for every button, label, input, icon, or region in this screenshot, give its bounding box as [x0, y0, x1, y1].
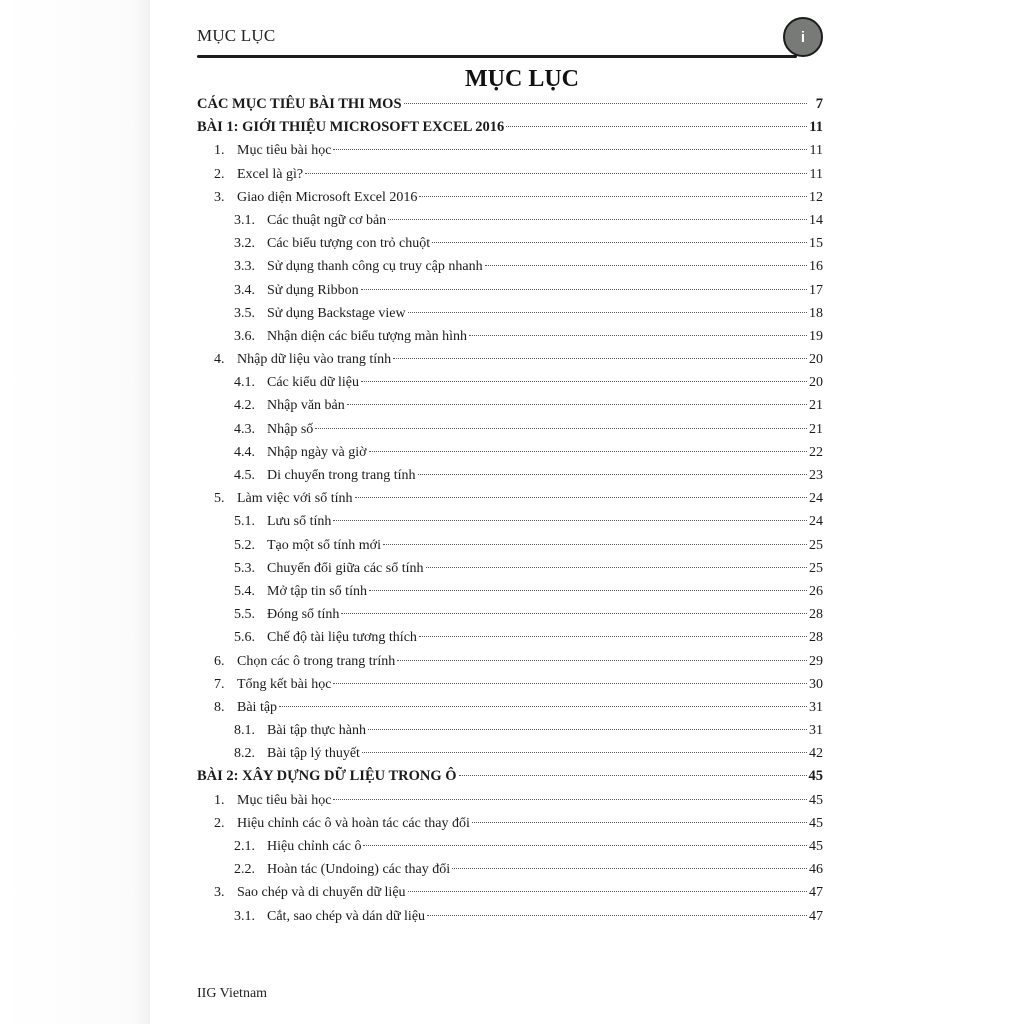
toc-entry-label: Nhập số — [267, 421, 314, 437]
toc-entry[interactable] — [197, 603, 823, 626]
toc-entry-number: 3.5. — [234, 305, 255, 321]
dot-leader — [305, 172, 807, 174]
toc-entry-page-number: 29 — [809, 653, 823, 669]
toc-entry[interactable] — [197, 626, 823, 649]
toc-entry-number: 3.6. — [234, 328, 255, 344]
toc-entry-number: 4. — [214, 352, 225, 368]
toc-entry[interactable] — [197, 232, 823, 255]
toc-entry-number: 5.1. — [234, 514, 255, 530]
toc-entry-number: 3.3. — [234, 259, 255, 275]
header-rule-divider — [197, 55, 797, 58]
toc-entry-number: 4.3. — [234, 421, 255, 437]
dot-leader — [355, 496, 808, 498]
toc-entry-number: 5.2. — [234, 537, 255, 553]
dot-leader — [333, 798, 807, 800]
toc-entry-number: 2. — [214, 815, 225, 831]
toc-entry-label: Chọn các ô trong trang trính — [237, 653, 396, 669]
toc-entry[interactable] — [197, 673, 823, 696]
toc-entry[interactable] — [197, 719, 823, 742]
toc-entry-number: 4.2. — [234, 398, 255, 414]
dot-leader — [363, 844, 807, 846]
toc-entry[interactable] — [197, 765, 823, 788]
toc-entry-label: Bài tập thực hành — [267, 723, 366, 739]
toc-entry-page-number: 12 — [809, 189, 823, 205]
dot-leader — [341, 612, 807, 614]
toc-entry[interactable] — [197, 302, 823, 325]
toc-title: MỤC LỤC — [465, 66, 579, 92]
toc-entry-page-number: 45 — [809, 792, 823, 808]
dot-leader — [404, 102, 807, 104]
toc-entry-page-number: 21 — [809, 398, 823, 414]
toc-entry-page-number: 45 — [809, 839, 823, 854]
toc-entry[interactable] — [197, 394, 823, 417]
toc-entry[interactable] — [197, 163, 823, 186]
toc-entry-page-number: 22 — [809, 444, 823, 460]
toc-entry-label: Bài tập lý thuyết — [267, 746, 360, 762]
toc-entry-number: 5.3. — [234, 560, 255, 576]
toc-entry[interactable] — [197, 905, 823, 928]
dot-leader — [333, 682, 807, 684]
toc-entry-number: 1. — [214, 143, 225, 159]
toc-entry-page-number: 28 — [809, 630, 823, 646]
toc-entry-number: 3. — [214, 885, 225, 901]
toc-entry-page-number: 28 — [809, 607, 823, 623]
toc-entry[interactable] — [197, 510, 823, 533]
toc-entry-page-number: 23 — [809, 468, 823, 483]
toc-entry-page-number: 11 — [809, 143, 823, 159]
dot-leader — [315, 427, 807, 429]
toc-entry-label: Đóng sổ tính — [267, 607, 340, 623]
toc-entry-label: Hoàn tác (Undoing) các thay đổi — [267, 862, 451, 878]
toc-entry[interactable] — [197, 858, 823, 881]
dot-leader — [472, 821, 807, 823]
toc-entry-number: 5.4. — [234, 583, 255, 599]
toc-entry[interactable] — [197, 255, 823, 278]
toc-entry-page-number: 14 — [809, 212, 823, 228]
dot-leader — [393, 357, 807, 359]
dot-leader — [408, 311, 807, 313]
running-header-title: MỤC LỤC — [197, 26, 276, 45]
toc-entry-number: 3.4. — [234, 282, 255, 298]
toc-entry[interactable] — [197, 696, 823, 719]
toc-entry-page-number: 31 — [809, 699, 823, 715]
toc-entry[interactable] — [197, 348, 823, 371]
toc-entry-page-number: 24 — [809, 514, 823, 530]
table-of-contents — [197, 93, 823, 928]
dot-leader — [369, 450, 807, 452]
dot-leader — [419, 195, 807, 197]
toc-entry-label: Sử dụng thanh công cụ truy cập nhanh — [267, 259, 483, 275]
toc-entry-page-number: 45 — [809, 815, 823, 831]
toc-entry[interactable] — [197, 418, 823, 441]
dot-leader — [485, 264, 807, 266]
toc-entry-number: 2. — [214, 166, 225, 182]
toc-entry-number: 8. — [214, 699, 225, 715]
toc-entry-label: Tổng kết bài học — [237, 676, 332, 692]
toc-entry-page-number: 24 — [809, 491, 823, 507]
dot-leader — [426, 566, 807, 568]
dot-leader — [361, 380, 807, 382]
toc-entry-page-number: 15 — [809, 236, 823, 252]
dot-leader — [347, 403, 807, 405]
dot-leader — [333, 519, 807, 521]
toc-entry-page-number: 16 — [809, 259, 823, 275]
toc-entry-page-number: 7 — [815, 96, 823, 112]
toc-entry-page-number: 21 — [809, 421, 823, 437]
dot-leader — [388, 218, 807, 220]
toc-entry-label: Sử dụng Backstage view — [267, 305, 406, 321]
toc-entry-label: Giao diện Microsoft Excel 2016 — [237, 189, 418, 205]
toc-entry-number: 3. — [214, 189, 225, 205]
toc-entry-label: Chuyển đổi giữa các sổ tính — [267, 560, 424, 576]
toc-entry[interactable] — [197, 742, 823, 765]
toc-entry-number: 1. — [214, 792, 225, 808]
dot-leader — [432, 241, 807, 243]
toc-entry-page-number: 19 — [809, 328, 823, 344]
toc-entry-label: BÀI 1: GIỚI THIỆU MICROSOFT EXCEL 2016 — [197, 119, 505, 136]
dot-leader — [506, 125, 807, 127]
toc-entry-number: 7. — [214, 676, 225, 692]
toc-entry[interactable] — [197, 209, 823, 232]
dot-leader — [362, 751, 807, 753]
toc-entry[interactable] — [197, 279, 823, 302]
dot-leader — [333, 148, 807, 150]
toc-entry-label: Làm việc với sổ tính — [237, 491, 353, 507]
toc-entry-number: 4.4. — [234, 444, 255, 460]
toc-entry[interactable] — [197, 487, 823, 510]
toc-entry-page-number: 11 — [809, 119, 823, 136]
toc-entry-label: Sử dụng Ribbon — [267, 282, 359, 298]
toc-entry-label: Các thuật ngữ cơ bản — [267, 212, 387, 228]
page-number-badge: i — [783, 17, 823, 57]
toc-entry-page-number: 20 — [809, 375, 823, 391]
toc-entry-number: 4.5. — [234, 468, 255, 483]
toc-entry[interactable] — [197, 534, 823, 557]
toc-entry-number: 8.2. — [234, 746, 255, 762]
toc-entry-label: Nhập văn bản — [267, 398, 345, 414]
toc-entry[interactable] — [197, 139, 823, 162]
toc-entry[interactable] — [197, 441, 823, 464]
toc-entry[interactable] — [197, 881, 823, 904]
toc-entry[interactable] — [197, 325, 823, 348]
dot-leader — [397, 659, 807, 661]
toc-entry-number: 2.1. — [234, 839, 255, 854]
toc-entry-number: 8.1. — [234, 723, 255, 739]
dot-leader — [418, 473, 807, 475]
footer-publisher: IIG Vietnam — [197, 986, 268, 1001]
toc-entry[interactable] — [197, 93, 823, 116]
toc-entry-number: 5.6. — [234, 630, 255, 646]
toc-entry[interactable] — [197, 371, 823, 394]
toc-entry-page-number: 18 — [809, 305, 823, 321]
toc-entry-number: 3.1. — [234, 908, 255, 924]
dot-leader — [459, 774, 807, 776]
toc-entry-number: 6. — [214, 653, 225, 669]
toc-entry[interactable] — [197, 557, 823, 580]
toc-entry-label: Lưu sổ tính — [267, 514, 332, 530]
toc-entry-label: Bài tập — [237, 699, 278, 715]
toc-entry-page-number: 25 — [809, 537, 823, 553]
toc-entry[interactable] — [197, 116, 823, 139]
dot-leader — [361, 288, 807, 290]
dot-leader — [369, 589, 807, 591]
toc-entry[interactable] — [197, 464, 823, 487]
toc-entry-page-number: 20 — [809, 352, 823, 368]
toc-entry-label: Nhận diện các biểu tượng màn hình — [267, 328, 468, 344]
toc-entry-number: 3.1. — [234, 212, 255, 228]
toc-entry-page-number: 42 — [809, 746, 823, 762]
dot-leader — [427, 914, 807, 916]
dot-leader — [408, 890, 807, 892]
toc-entry-page-number: 47 — [809, 908, 823, 924]
toc-entry-label: BÀI 2: XÂY DỰNG DỮ LIỆU TRONG Ô — [197, 768, 457, 785]
dot-leader — [279, 705, 807, 707]
toc-entry-number: 3.2. — [234, 236, 255, 252]
toc-entry-number: 5. — [214, 491, 225, 507]
toc-entry-page-number: 17 — [809, 282, 823, 298]
toc-entry-label: Các kiểu dữ liệu — [267, 375, 359, 391]
toc-entry-label: Hiệu chỉnh các ô — [267, 839, 362, 854]
toc-entry-label: CÁC MỤC TIÊU BÀI THI MOS — [197, 96, 402, 112]
toc-entry-page-number: 26 — [809, 583, 823, 599]
toc-entry-label: Chế độ tài liệu tương thích — [267, 630, 417, 646]
dot-leader — [452, 867, 807, 869]
toc-entry[interactable] — [197, 789, 823, 812]
toc-entry[interactable] — [197, 835, 823, 858]
toc-entry-label: Nhập dữ liệu vào trang tính — [237, 352, 392, 368]
dot-leader — [383, 543, 807, 545]
toc-entry[interactable] — [197, 580, 823, 603]
toc-entry-label: Mục tiêu bài học — [237, 143, 332, 159]
toc-entry[interactable] — [197, 812, 823, 835]
toc-entry-label: Excel là gì? — [237, 166, 304, 182]
toc-entry-page-number: 47 — [809, 885, 823, 901]
toc-entry-label: Cắt, sao chép và dán dữ liệu — [267, 908, 426, 924]
toc-entry-label: Tạo một sổ tính mới — [267, 537, 381, 553]
toc-entry-page-number: 31 — [809, 723, 823, 739]
toc-entry-page-number: 45 — [808, 768, 823, 785]
toc-entry-label: Mở tập tin sổ tính — [267, 583, 367, 599]
toc-entry-number: 5.5. — [234, 607, 255, 623]
toc-entry-label: Nhập ngày và giờ — [267, 444, 367, 460]
toc-entry[interactable] — [197, 650, 823, 673]
toc-entry-label: Sao chép và di chuyển dữ liệu — [237, 885, 406, 901]
toc-entry-page-number: 30 — [809, 676, 823, 692]
toc-entry-label: Các biểu tượng con trỏ chuột — [267, 236, 431, 252]
toc-entry-number: 2.2. — [234, 862, 255, 878]
toc-entry-label: Di chuyển trong trang tính — [267, 468, 416, 483]
dot-leader — [419, 635, 807, 637]
page-edge-shadow — [0, 0, 150, 1024]
toc-entry-page-number: 46 — [809, 862, 823, 878]
toc-entry-page-number: 11 — [809, 166, 823, 182]
toc-entry[interactable] — [197, 186, 823, 209]
toc-entry-number: 4.1. — [234, 375, 255, 391]
toc-entry-label: Hiệu chỉnh các ô và hoàn tác các thay đổi — [237, 815, 470, 831]
toc-entry-page-number: 25 — [809, 560, 823, 576]
toc-entry-label: Mục tiêu bài học — [237, 792, 332, 808]
dot-leader — [469, 334, 807, 336]
dot-leader — [368, 728, 807, 730]
